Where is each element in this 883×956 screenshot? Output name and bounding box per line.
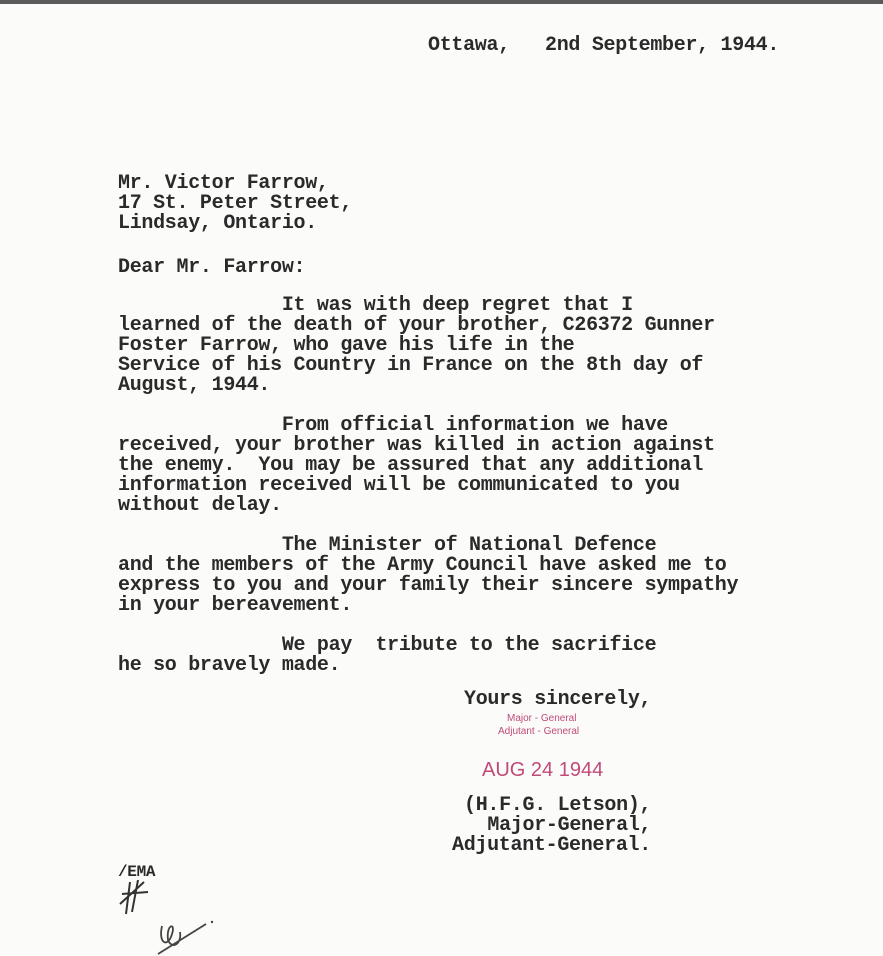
signatory-name: (H.F.G. Letson), — [464, 794, 652, 817]
recipient-city: Lindsay, Ontario. — [118, 212, 317, 235]
recipient-street: 17 St. Peter Street, — [118, 192, 353, 215]
paragraph-4 — [118, 636, 656, 676]
closing: Yours sincerely, — [464, 688, 652, 711]
paragraph-1 — [118, 296, 715, 396]
recipient-name: Mr. Victor Farrow, — [118, 172, 329, 195]
handwritten-initials-icon — [118, 880, 238, 956]
line: he so bravely made. — [118, 654, 341, 677]
line: express to you and your family their sincere sympathy — [118, 574, 739, 597]
line: and the members of the Army Council have asked me to — [118, 554, 727, 577]
salutation: Dear Mr. Farrow: — [118, 256, 306, 279]
scan-edge — [0, 0, 883, 4]
line: learned of the death of your brother, C26372 Gunner — [118, 314, 715, 337]
line: Foster Farrow, who gave his life in the — [118, 334, 575, 357]
date-line: Ottawa, 2nd September, 1944. — [428, 34, 780, 57]
paragraph-2 — [118, 416, 715, 516]
line: received, your brother was killed in action against — [118, 434, 715, 457]
signature-block — [452, 796, 651, 856]
title-stamp-major-general: Major - General — [507, 713, 577, 724]
paragraph-3 — [118, 536, 738, 616]
recipient-address — [118, 174, 352, 234]
line: From official information we have — [118, 414, 668, 437]
line: Service of his Country in France on the 8th day of — [118, 354, 704, 377]
reference-initials: /EMA — [118, 863, 156, 881]
line: We pay tribute to the sacrifice — [118, 634, 657, 657]
line: August, 1944. — [118, 374, 271, 397]
line: without delay. — [118, 494, 282, 517]
line: the enemy. You may be assured that any additional — [118, 454, 704, 477]
signatory-title: Adjutant-General. — [452, 834, 651, 857]
line: The Minister of National Defence — [118, 534, 657, 557]
line: information received will be communicated to you — [118, 474, 680, 497]
line: It was with deep regret that I — [118, 294, 633, 317]
line: in your bereavement. — [118, 594, 353, 617]
signatory-rank: Major-General, — [464, 814, 652, 837]
date-stamp: AUG 24 1944 — [482, 759, 604, 781]
title-stamp-adjutant-general: Adjutant - General — [498, 726, 580, 737]
